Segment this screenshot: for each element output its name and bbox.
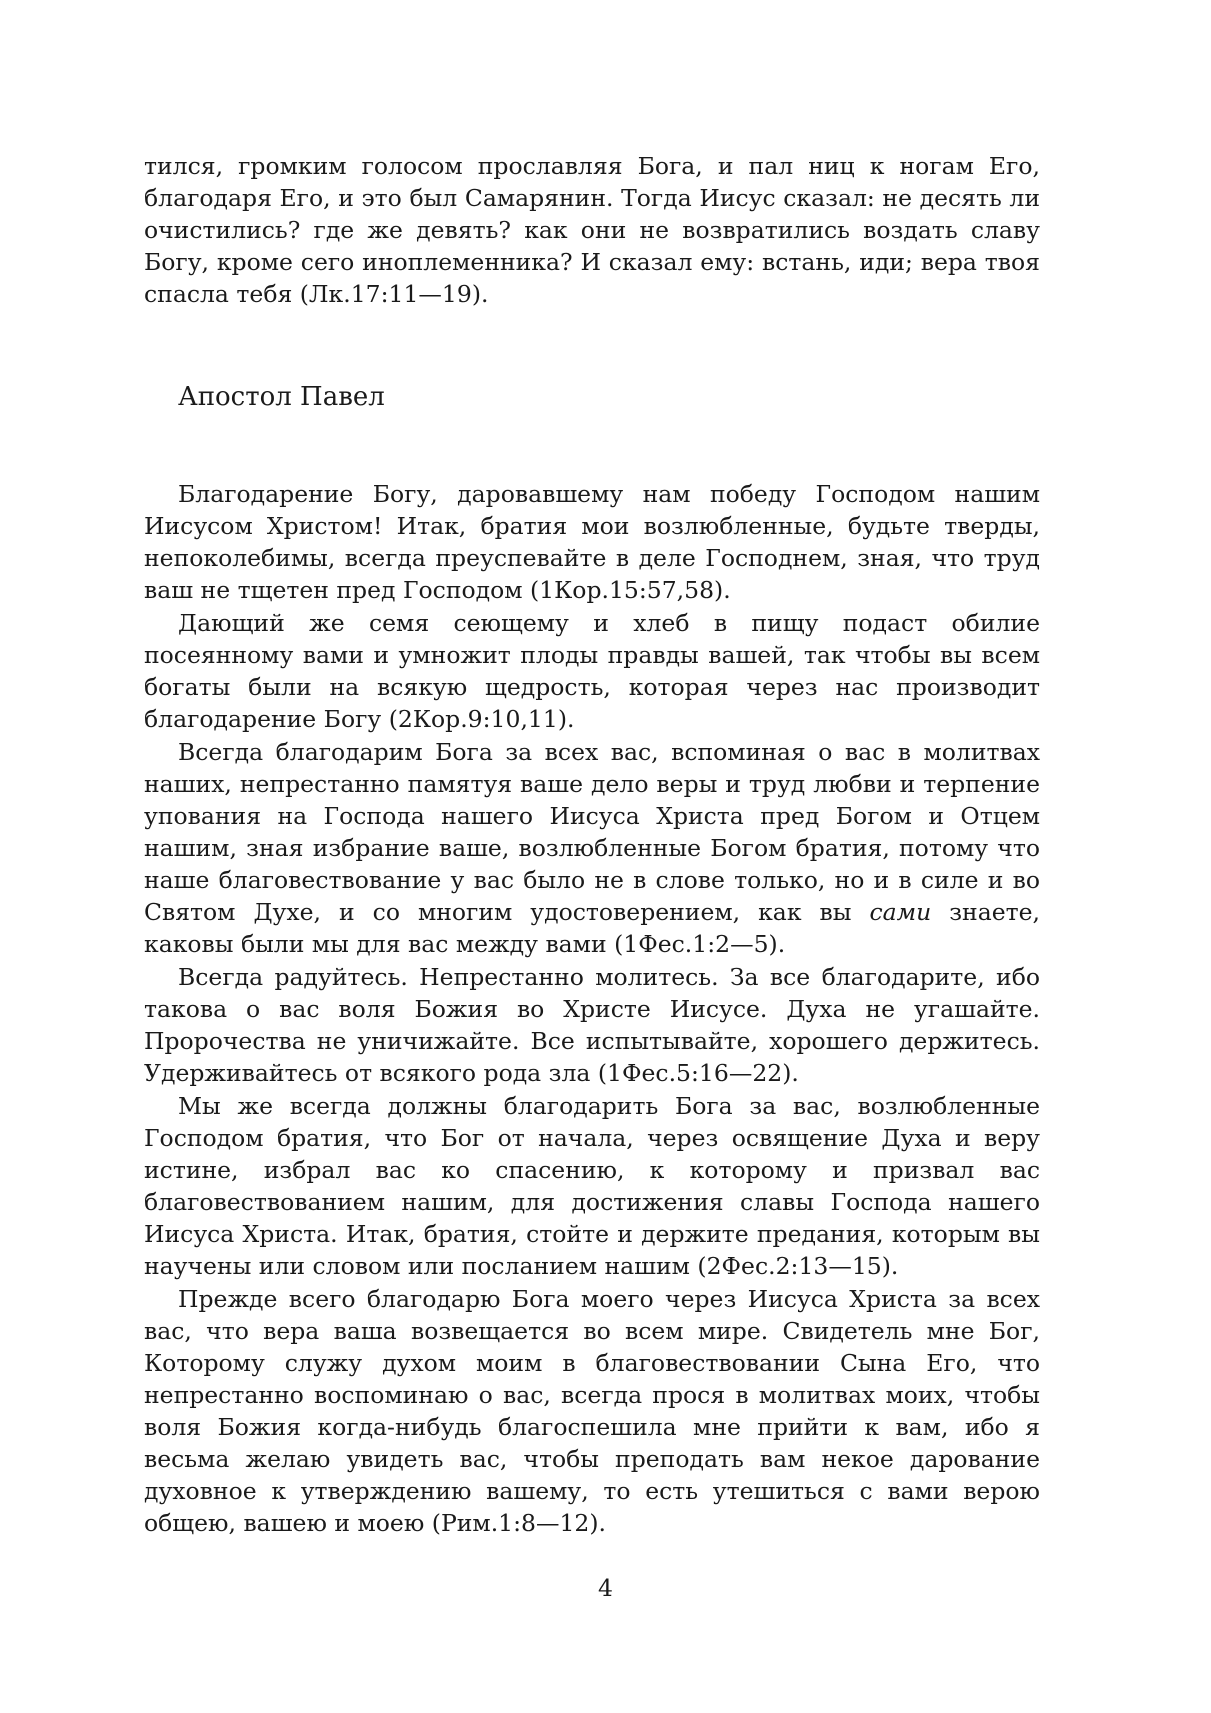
paragraph-6: Прежде всего благодарю Бога моего через Иисуса Христа за всех вас, что вера ваша возвещается во всем мире. Свидетель мне Бог, Которому служу духом моим в благовествовании Сына Его, что непрестанно воспоминаю о вас, всегда прося в молитвах моих, чтобы воля Божия когда-нибудь благоспешила мне прийти к вам, ибо я весьма желаю увидеть вас, чтобы преподать вам некое дарование духовное к утверждению вашему, то есть утешиться с вами верою общею, вашею и моею (Рим.1:8—12). bbox=[144, 1285, 1040, 1537]
paragraph-3 bbox=[144, 736, 1040, 960]
paragraph-1: Благодарение Богу, даровавшему нам победу Господом нашим Иисусом Христом! Итак, братия мои возлюбленные, будьте тверды, непоколебимы, всегда преуспевайте в деле Господнем, зная, что труд ваш не тщетен пред Господом (1Кор.15:57,58). bbox=[144, 480, 1040, 604]
paragraph-3-text-after: знаете, каковы были мы для вас между вами (1Фес.1:2—5). bbox=[144, 898, 1041, 958]
section-heading: Апостол Павел bbox=[178, 382, 385, 412]
intro-paragraph: тился, громким голосом прославляя Бога, и пал ниц к ногам Его, благодаря Его, и это был Самарянин. Тогда Иисус сказал: не десять ли очистились? где же девять? как они не возвратились воздать славу Богу, кроме сего иноплеменника? И сказал ему: встань, иди; вера твоя спасла тебя (Лк.17:11—19). bbox=[144, 152, 1040, 308]
intro-paragraph-block bbox=[144, 150, 1040, 310]
paragraph-3-text-before: Всегда благодарим Бога за всех вас, вспоминая о вас в молитвах наших, непрестанно памятуя ваше дело веры и труд любви и терпение упования на Господа нашего Иисуса Христа пред Богом и Отцем нашим, зная избрание ваше, возлюбленные Богом братия, потому что наше благовествование у вас было не в слове только, но и в силе и во Святом Духе, и со многим удостоверением, как вы bbox=[144, 738, 1040, 926]
paragraph-3-italic-word: сами bbox=[869, 898, 932, 926]
paragraph-2: Дающий же семя сеющему и хлеб в пищу подаст обилие посеянному вами и умножит плоды правды вашей, так чтобы вы всем богаты были на всякую щедрость, которая через нас производит благодарение Богу (2Кор.9:10,11). bbox=[144, 609, 1040, 733]
paragraph-4: Всегда радуйтесь. Непрестанно молитесь. За все благодарите, ибо такова о вас воля Божия во Христе Иисусе. Духа не угашайте. Пророчества не уничижайте. Все испытывайте, хорошего держитесь. Удерживайтесь от всякого рода зла (1Фес.5:16—22). bbox=[144, 963, 1040, 1087]
paragraph-5: Мы же всегда должны благодарить Бога за вас, возлюбленные Господом братия, что Бог от начала, через освящение Духа и веру истине, избрал вас ко спасению, к которому и призвал вас благовествованием нашим, для достижения славы Господа нашего Иисуса Христа. Итак, братия, стойте и держите предания, которым вы научены или словом или посланием нашим (2Фес.2:13—15). bbox=[144, 1092, 1040, 1280]
page-number: 4 bbox=[598, 1574, 613, 1602]
section-body bbox=[144, 478, 1040, 1539]
